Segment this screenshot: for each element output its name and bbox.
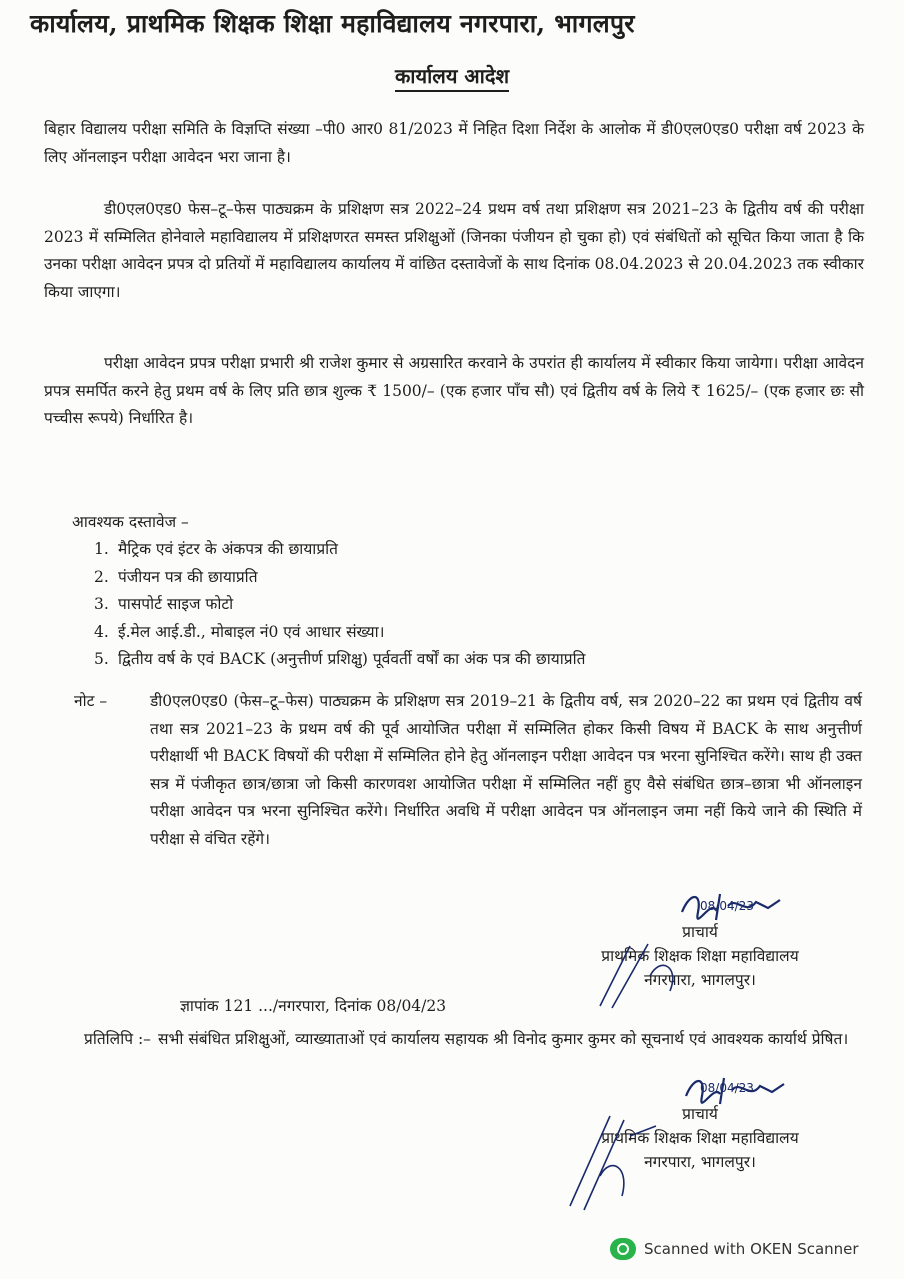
scanner-text: Scanned with OKEN Scanner xyxy=(644,1240,859,1258)
documents-heading: आवश्यक दस्तावेज – xyxy=(72,513,189,531)
signature-line2-2: नगरपारा, भागलपुर। xyxy=(644,1153,756,1171)
cc-label: प्रतिलिपि :– xyxy=(84,1030,151,1048)
list-item: 2. पंजीयन पत्र की छायाप्रति xyxy=(94,567,258,586)
signature-line2-1: नगरपारा, भागलपुर। xyxy=(644,971,756,989)
list-item: 3. पासपोर्ट साइज फोटो xyxy=(94,595,234,613)
signature-designation-2: प्राचार्य xyxy=(682,1105,718,1123)
note-text: डी0एल0एड0 (फेस–टू–फेस) पाठ्यक्रम के प्रशिक्षण सत्र 2019–21 के द्वितीय वर्ष, सत्र 2020–22 का प्रथम एवं द्वितीय वर्ष तथा सत्र 2021–23 के प्रथम वर्ष की पूर्व आयोजित परीक्षा में सम्मिलित होकर किसी विषय में BACK के साथ अनुत्तीर्ण परीक्षार्थी भी BACK विषयों की परीक्षा में सम्मिलित होने हेतु ऑनलाइन परीक्षा आवेदन पत्र भरना सुनिश्चित करेंगे। साथ ही उक्त सत्र में पंजीकृत छात्र/छात्रा जो किसी कारणवश आयोजित परीक्षा में सम्मिलित नहीं हुए वैसे संबंधित छात्र–छात्रा भी ऑनलाइन परीक्षा आवेदन पत्र भरना सुनिश्चित करेंगे। निर्धारित अवधि में परीक्षा आवेदन पत्र ऑनलाइन जमा नहीं किये जाने की स्थिति में परीक्षा से वंचित रहेंगे। xyxy=(150,692,862,848)
documents-list xyxy=(94,536,585,674)
memo-number: ज्ञापांक 121 .../नगरपारा, दिनांक 08/04/23 xyxy=(180,997,447,1015)
list-item: 5. द्वितीय वर्ष के एवं BACK (अनुत्तीर्ण प्रशिक्षु) पूर्ववर्ती वर्षों का अंक पत्र की छायाप्रति xyxy=(94,650,586,668)
paragraph-3: परीक्षा आवेदन प्रपत्र परीक्षा प्रभारी श्री राजेश कुमार से अग्रसारित करवाने के उपरांत ही कार्यालय में स्वीकार किया जायेगा। परीक्षा आवेदन प्रपत्र समर्पित करने हेतु प्रथम वर्ष के लिए प्रति छात्र शुल्क ₹ 1500/– (एक हजार पाँच सौ) एवं द्वितीय वर्ष के लिये ₹ 1625/– (एक हजार छः सौ पच्चीस रूपये) निर्धारित है। xyxy=(44,354,864,427)
cc-text: सभी संबंधित प्रशिक्षुओं, व्याख्याताओं एवं कार्यालय सहायक श्री विनोद कुमार कुमर को सूचनार्थ एवं आवश्यक कार्यार्थ प्रेषित। xyxy=(158,1030,849,1048)
signature-date-1: 08/04/23 xyxy=(700,899,754,913)
paragraph-1: बिहार विद्यालय परीक्षा समिति के विज्ञप्ति संख्या –पी0 आर0 81/2023 में निहित दिशा निर्देश के आलोक में डी0एल0एड0 परीक्षा वर्ष 2023 के लिए ऑनलाइन परीक्षा आवेदन भरा जाना है। xyxy=(44,120,864,166)
subtitle-text: कार्यालय आदेश xyxy=(395,64,509,92)
stamp-scribble-1 xyxy=(590,936,700,1016)
signature-line1-1: प्राथमिक शिक्षक शिक्षा महाविद्यालय xyxy=(601,947,799,965)
stamp-scribble-2 xyxy=(560,1106,670,1216)
note-label: नोट – xyxy=(74,692,108,710)
signature-block-1 xyxy=(540,899,860,992)
oken-scanner-logo-icon xyxy=(610,1238,636,1260)
list-item: 4. ई.मेल आई.डी., मोबाइल नं0 एवं आधार संख्या। xyxy=(94,622,385,641)
signature-designation-1: प्राचार्य xyxy=(682,923,718,941)
signature-date-2: 08/04/23 xyxy=(700,1081,754,1095)
scanner-watermark xyxy=(610,1238,859,1260)
signature-line1-2: प्राथमिक शिक्षक शिक्षा महाविद्यालय xyxy=(601,1129,799,1147)
document-subtitle xyxy=(0,62,904,89)
page-title: कार्यालय, प्राथमिक शिक्षक शिक्षा महाविद्यालय नगरपारा, भागलपुर xyxy=(30,9,635,38)
paragraph-2: डी0एल0एड0 फेस–टू–फेस पाठ्यक्रम के प्रशिक्षण सत्र 2022–24 प्रथम वर्ष तथा प्रशिक्षण सत्र 2021–23 के द्वितीय वर्ष की परीक्षा 2023 में सम्मिलित होनेवाले महाविद्यालय में प्रशिक्षणरत समस्त प्रशिक्षुओं (जिनका पंजीयन हो चुका हो) एवं संबंधितों को सूचित किया जाता है कि उनका परीक्षा आवेदन प्रपत्र दो प्रतियों में महाविद्यालय कार्यालय में वांछित दस्तावेजों के साथ दिनांक 08.04.2023 से 20.04.2023 तक स्वीकार किया जाएगा। xyxy=(44,200,864,301)
list-item: 1. मैट्रिक एवं इंटर के अंकपत्र की छायाप्रति xyxy=(94,540,338,558)
